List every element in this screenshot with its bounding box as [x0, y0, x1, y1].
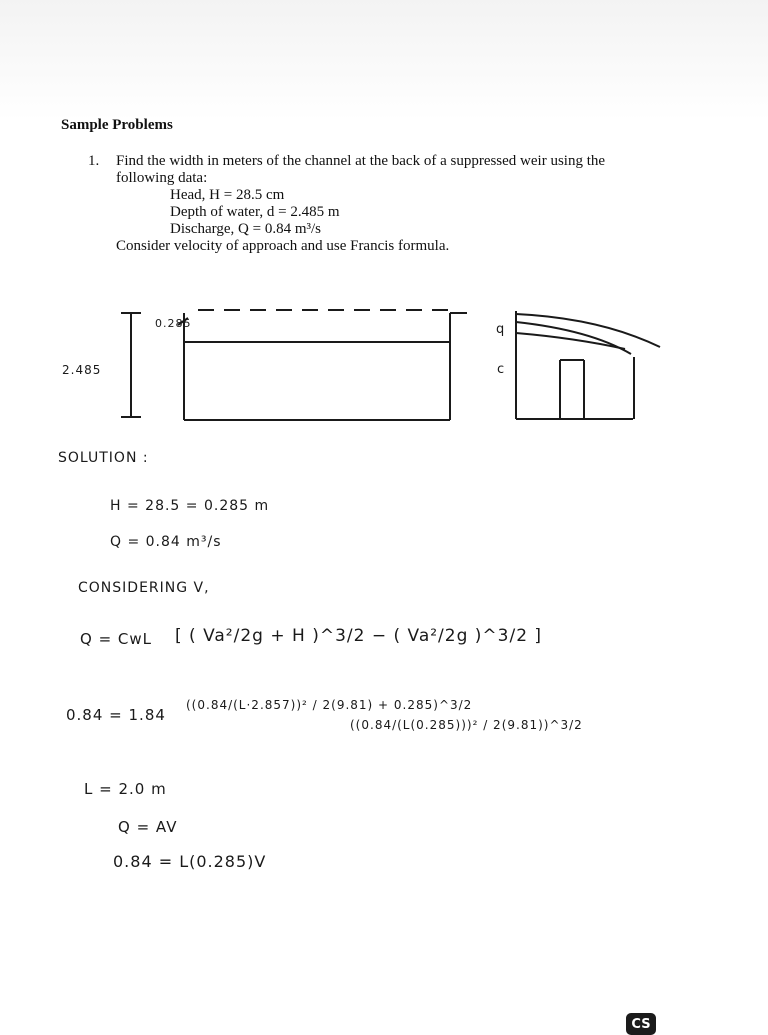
- head-conversion: H = 28.5 = 0.285 m: [110, 498, 270, 514]
- camscanner-logo: CS: [626, 1013, 656, 1035]
- continuity-equation: Q = AV: [118, 818, 178, 836]
- continuity-substitution: 0.84 = L(0.285)V: [113, 852, 267, 871]
- width-result: L = 2.0 m: [84, 780, 167, 798]
- substitution-term-2: ((0.84/(L(0.285)))² / 2(9.81))^3/2: [350, 718, 583, 732]
- given-depth: Depth of water, d = 2.485 m: [170, 204, 340, 220]
- side-label-bottom: c: [497, 362, 506, 377]
- depth-label: 2.485: [62, 363, 102, 377]
- head-label: 0.285: [155, 317, 192, 330]
- problem-line-2: following data:: [116, 170, 208, 186]
- discharge-line: Q = 0.84 m³/s: [110, 534, 222, 550]
- problem-number: 1.: [88, 153, 100, 169]
- given-head: Head, H = 28.5 cm: [170, 187, 285, 203]
- depth-dimension-line: [121, 313, 141, 417]
- given-discharge: Discharge, Q = 0.84 m³/s: [170, 221, 321, 237]
- substitution-term-1: ((0.84/(L·2.857))² / 2(9.81) + 0.285)^3/2: [186, 698, 473, 712]
- channel-box: [178, 313, 467, 420]
- substitution-lhs: 0.84 = 1.84: [66, 706, 166, 724]
- problem-line-1: Find the width in meters of the channel at the back of a suppressed weir using the: [116, 153, 606, 169]
- side-label-top: q: [496, 322, 506, 337]
- francis-formula-lhs: Q = CwL: [80, 630, 153, 648]
- francis-formula-bracket: [ ( Va²/2g + H )^3/2 − ( Va²/2g )^3/2 ]: [175, 626, 543, 646]
- weir-side-section: [516, 311, 660, 419]
- problem-note: Consider velocity of approach and use Francis formula.: [116, 238, 450, 254]
- page-title: Sample Problems: [61, 117, 173, 133]
- considering-heading: CONSIDERING V,: [78, 580, 210, 596]
- solution-heading: SOLUTION :: [58, 450, 149, 466]
